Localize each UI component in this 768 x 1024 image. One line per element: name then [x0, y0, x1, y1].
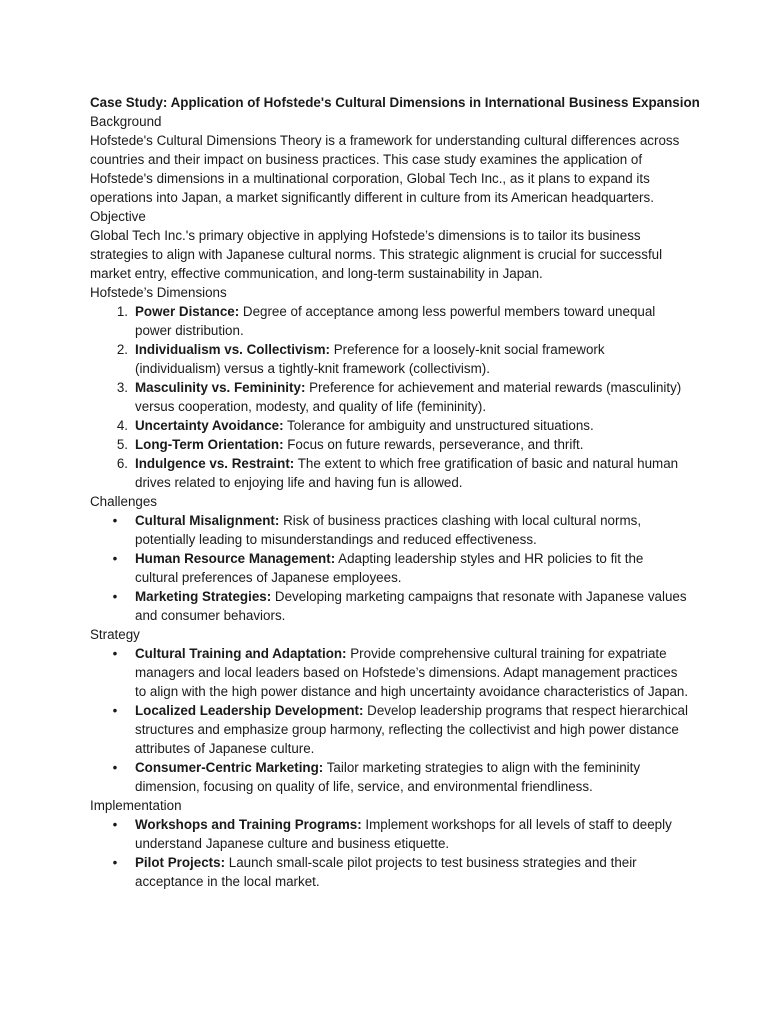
bullet-icon: •	[112, 760, 118, 775]
list-item-term: Human Resource Management:	[135, 551, 336, 566]
list-item-description: Adapting leadership styles and HR policies to fit the cultural preferences of Japanese employees.	[135, 551, 644, 585]
dimensions-list	[90, 302, 690, 492]
list-item-term: Consumer-Centric Marketing:	[135, 760, 324, 775]
list-item-term: Masculinity vs. Femininity:	[135, 380, 306, 395]
list-item-term: Workshops and Training Programs:	[135, 817, 362, 832]
list-item	[90, 549, 690, 587]
list-item-description: Developing marketing campaigns that resonate with Japanese values and consumer behaviors.	[135, 589, 687, 623]
list-item-description: Develop leadership programs that respect hierarchical structures and emphasize group harmony, reflecting the collectivist and high power distance attributes of Japanese culture.	[135, 703, 688, 756]
dimensions-heading: Hofstede’s Dimensions	[90, 285, 227, 300]
list-item-term: Individualism vs. Collectivism:	[135, 342, 330, 357]
list-number: 1.	[116, 304, 128, 319]
list-item-term: Cultural Misalignment:	[135, 513, 280, 528]
list-item	[90, 815, 690, 853]
list-item-description: Provide comprehensive cultural training for expatriate managers and local leaders based on Hofstede’s dimensions. Adapt management practices to align with the high power distance and high uncertainty avoidance characteristics of Japan.	[135, 646, 689, 699]
list-item-description: Implement workshops for all levels of staff to deeply understand Japanese culture and business etiquette.	[135, 817, 672, 851]
list-item	[90, 416, 690, 435]
document-page	[90, 93, 700, 891]
challenges-heading: Challenges	[90, 494, 157, 509]
challenges-list	[90, 511, 690, 625]
implementation-list	[90, 815, 690, 891]
list-item-description: Tolerance for ambiguity and unstructured situations.	[283, 418, 594, 433]
list-number: 2.	[116, 342, 128, 357]
list-item-description: Tailor marketing strategies to align with the femininity dimension, focusing on quality of life, service, and environmental friendliness.	[135, 760, 641, 794]
objective-text: Global Tech Inc.'s primary objective in applying Hofstede’s dimensions is to tailor its business strategies to align with Japanese cultural norms. This strategic alignment is crucial for successful market entry, effective communication, and long-term sustainability in Japan.	[90, 228, 663, 281]
list-item-description: Preference for achievement and material rewards (masculinity) versus cooperation, modesty, and quality of life (femininity).	[135, 380, 682, 414]
objective-heading: Objective	[90, 209, 146, 224]
list-item-term: Pilot Projects:	[135, 855, 226, 870]
list-item	[90, 511, 690, 549]
list-item-term: Marketing Strategies:	[135, 589, 272, 604]
strategy-heading: Strategy	[90, 627, 140, 642]
list-item	[90, 340, 690, 378]
list-item-description: The extent to which free gratification of basic and natural human drives related to enjoying life and having fun is allowed.	[135, 456, 679, 490]
bullet-icon: •	[112, 589, 118, 604]
list-item	[90, 587, 690, 625]
bullet-icon: •	[112, 817, 118, 832]
list-item	[90, 701, 690, 758]
list-item-description: Focus on future rewards, perseverance, and thrift.	[283, 437, 584, 452]
list-item	[90, 454, 690, 492]
list-item-term: Cultural Training and Adaptation:	[135, 646, 347, 661]
list-item	[90, 758, 690, 796]
list-item-description: Risk of business practices clashing with local cultural norms, potentially leading to misunderstandings and reduced effectiveness.	[135, 513, 642, 547]
list-item-term: Indulgence vs. Restraint:	[135, 456, 295, 471]
list-item	[90, 435, 690, 454]
bullet-icon: •	[112, 513, 118, 528]
implementation-heading: Implementation	[90, 798, 182, 813]
background-heading: Background	[90, 114, 162, 129]
list-number: 3.	[116, 380, 128, 395]
list-item	[90, 853, 690, 891]
list-number: 4.	[116, 418, 128, 433]
list-item	[90, 302, 690, 340]
document-title: Case Study: Application of Hofstede's Cultural Dimensions in International Business Expansion	[90, 95, 700, 110]
strategy-list	[90, 644, 690, 796]
background-text: Hofstede's Cultural Dimensions Theory is a framework for understanding cultural differences across countries and their impact on business practices. This case study examines the application of Hofstede's dimensions in a multinational corporation, Global Tech Inc., as it plans to expand its operations into Japan, a market significantly different in culture from its American headquarters.	[90, 133, 680, 205]
list-item-term: Localized Leadership Development:	[135, 703, 364, 718]
bullet-icon: •	[112, 646, 118, 661]
bullet-icon: •	[112, 855, 118, 870]
list-item-description: Degree of acceptance among less powerful members toward unequal power distribution.	[135, 304, 656, 338]
list-item	[90, 644, 690, 701]
list-number: 5.	[116, 437, 128, 452]
bullet-icon: •	[112, 551, 118, 566]
list-item	[90, 378, 690, 416]
list-item-term: Uncertainty Avoidance:	[135, 418, 284, 433]
list-item-description: Preference for a loosely-knit social framework (individualism) versus a tightly-knit framework (collectivism).	[135, 342, 605, 376]
bullet-icon: •	[112, 703, 118, 718]
list-item-term: Long-Term Orientation:	[135, 437, 284, 452]
list-number: 6.	[116, 456, 128, 471]
list-item-term: Power Distance:	[135, 304, 240, 319]
list-item-description: Launch small-scale pilot projects to test business strategies and their acceptance in the local market.	[135, 855, 637, 889]
